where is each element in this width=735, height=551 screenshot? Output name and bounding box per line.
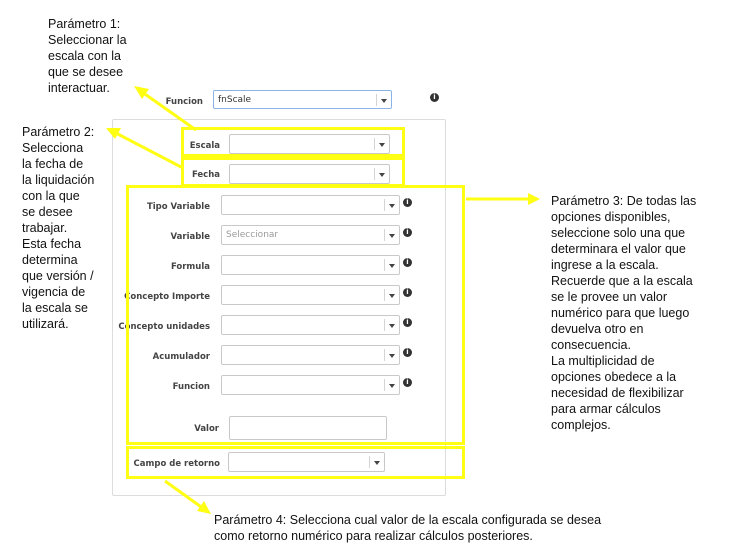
tipo-variable-label: Tipo Variable	[146, 202, 210, 212]
info-icon[interactable]: i	[403, 288, 412, 297]
fecha-label: Fecha	[191, 170, 220, 180]
funcion-top-value: fnScale	[218, 95, 252, 105]
info-icon[interactable]: i	[403, 348, 412, 357]
acumulador-label: Acumulador	[152, 352, 210, 362]
arrow-param4-line	[165, 481, 204, 509]
arrow-param1-line	[142, 92, 196, 130]
escala-label: Escala	[189, 141, 220, 151]
variable-label: Variable	[170, 232, 210, 242]
info-icon[interactable]: i	[430, 93, 439, 102]
info-icon[interactable]: i	[403, 228, 412, 237]
funcion-label: Funcion	[172, 382, 210, 392]
arrow-param2-line	[114, 132, 183, 168]
variable-placeholder: Seleccionar	[226, 230, 279, 240]
arrow-param4-head	[197, 501, 211, 514]
valor-label: Valor	[194, 424, 219, 434]
annotation-param3: Parámetro 3: De todas las opciones disponibles, seleccione solo una que determinara el valor que ingrese a la escala. Recuerde que a la escala se le provee un valor numérico para que luego devuelva otro en consecuencia. La multiplicidad de opciones obedece a la necesidad de flexibilizar para armar cálculos complejos.	[551, 194, 697, 432]
formula-label: Formula	[170, 262, 210, 272]
campo-retorno-label: Campo de retorno	[133, 459, 220, 469]
info-icon[interactable]: i	[403, 258, 412, 267]
annotation-param2: Parámetro 2: Selecciona la fecha de la liquidación con la que se desee trabajar. Esta fecha determina que versión / vigencia de la escala se utilizará.	[22, 125, 95, 331]
concepto-unidades-label: Concepto unidades	[118, 322, 210, 332]
arrow-param3-head	[528, 193, 540, 205]
funcion-top-label: Funcion	[165, 97, 203, 107]
annotation-param4: Parámetro 4: Selecciona cual valor de la escala configurada se desea como retorno numérico para realizar cálculos posteriores.	[214, 513, 602, 543]
info-icon[interactable]: i	[403, 378, 412, 387]
info-icon[interactable]: i	[403, 318, 412, 327]
info-icon[interactable]: i	[403, 198, 412, 207]
annotation-param1: Parámetro 1: Seleccionar la escala con la que se desee interactuar.	[48, 17, 127, 95]
concepto-importe-label: Concepto Importe	[124, 292, 210, 302]
